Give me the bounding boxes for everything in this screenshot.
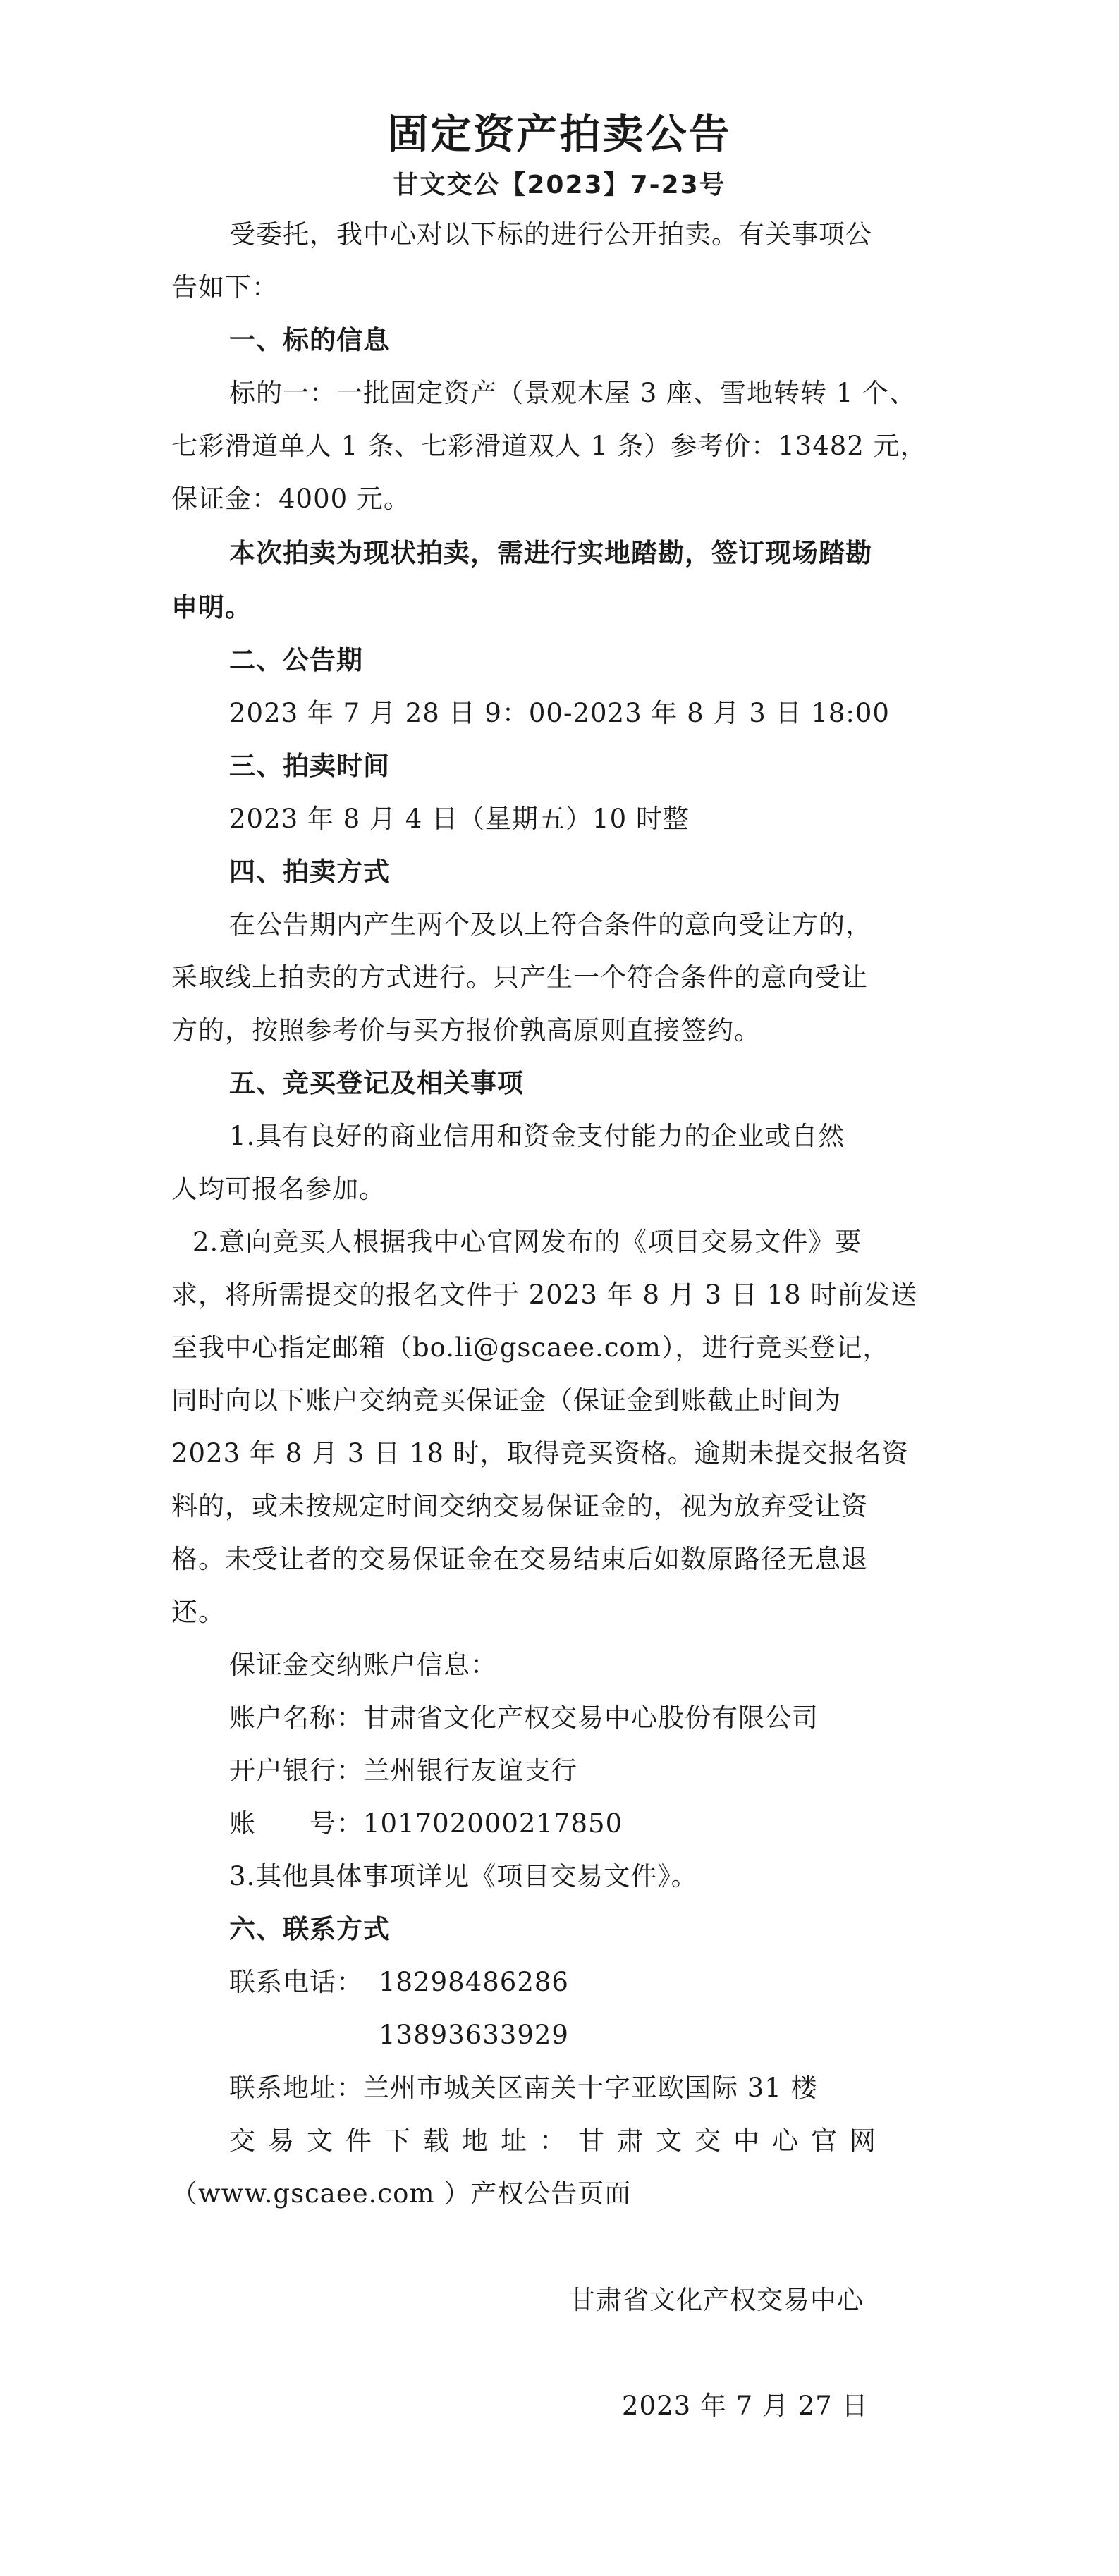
registration-item3: 3.其他具体事项详见《项目交易文件》。 [229,1861,698,1891]
registration-item2-line-6: 料的，或未按规定时间交纳交易保证金的，视为放弃受让资 [171,1491,868,1521]
signature-date: 2023 年 7 月 27 日 [622,2391,869,2421]
intro-line-2: 告如下： [171,272,279,302]
registration-item1-line-1: 1.具有良好的商业信用和资金支付能力的企业或自然 [229,1121,845,1151]
download-address-line-1: 交易文件下载地址：甘肃文交中心官网 [229,2126,888,2156]
inspection-note-line-2: 申明。 [171,592,252,622]
method-line-1: 在公告期内产生两个及以上符合条件的意向受让方的， [229,909,872,940]
registration-item2-line-3: 至我中心指定邮箱（bo.li@gscaee.com），进行竞买登记， [171,1332,890,1363]
section-heading-registration: 五、竞买登记及相关事项 [229,1068,524,1098]
method-line-3: 方的，按照参考价与买方报价孰高原则直接签约。 [171,1015,761,1045]
account-number: 账 号：101702000217850 [229,1808,623,1839]
notice-period-value: 2023 年 7 月 28 日 9：00-2023 年 8 月 3 日 18:00 [229,698,890,728]
contact-phone-2: 13893633929 [379,2020,569,2050]
auction-time-value: 2023 年 8 月 4 日（星期五）10 时整 [229,804,690,834]
contact-address: 联系地址：兰州市城关区南关十字亚欧国际 31 楼 [229,2073,818,2103]
intro-line-1: 受委托，我中心对以下标的进行公开拍卖。有关事项公 [229,219,872,250]
account-bank: 开户银行：兰州银行友谊支行 [229,1755,577,1786]
registration-item2-line-4: 同时向以下账户交纳竞买保证金（保证金到账截止时间为 [171,1385,841,1416]
inspection-note-line-1: 本次拍卖为现状拍卖，需进行实地踏勘，签订现场踏勘 [229,538,872,568]
download-address-line-2: （www.gscaee.com ）产权公告页面 [171,2178,632,2209]
registration-item1-line-2: 人均可报名参加。 [171,1174,386,1204]
section-heading-auction-method: 四、拍卖方式 [229,857,390,887]
signature-organization: 甘肃省文化产权交易中心 [569,2285,864,2315]
section-heading-contact: 六、联系方式 [229,1914,390,1944]
section-heading-notice-period: 二、公告期 [229,645,363,675]
section-heading-auction-time: 三、拍卖时间 [229,751,390,781]
account-name: 账户名称：甘肃省文化产权交易中心股份有限公司 [229,1703,819,1733]
registration-item2-line-7: 格。未受让者的交易保证金在交易结束后如数原路径无息退 [171,1544,868,1574]
target-line-2: 七彩滑道单人 1 条、七彩滑道双人 1 条）参考价：13482 元， [171,431,927,461]
registration-item2-line-1: 2.意向竞买人根据我中心官网发布的《项目交易文件》要 [192,1227,862,1257]
contact-phone-label: 联系电话： [229,1967,363,1997]
section-heading-target: 一、标的信息 [229,325,390,355]
account-info-title: 保证金交纳账户信息： [229,1650,497,1680]
registration-item2-line-8: 还。 [171,1597,225,1627]
document-number: 甘文交公【2023】7-23号 [393,171,726,200]
target-line-3: 保证金：4000 元。 [171,484,410,514]
document-title: 固定资产拍卖公告 [387,110,732,158]
method-line-2: 采取线上拍卖的方式进行。只产生一个符合条件的意向受让 [171,962,868,993]
registration-item2-line-5: 2023 年 8 月 3 日 18 时，取得竞买资格。逾期未提交报名资 [171,1438,909,1468]
contact-phone-1: 18298486286 [379,1967,569,1997]
registration-item2-line-2: 求，将所需提交的报名文件于 2023 年 8 月 3 日 18 时前发送 [171,1280,918,1310]
target-line-1: 标的一：一批固定资产（景观木屋 3 座、雪地转转 1 个、 [229,378,917,408]
